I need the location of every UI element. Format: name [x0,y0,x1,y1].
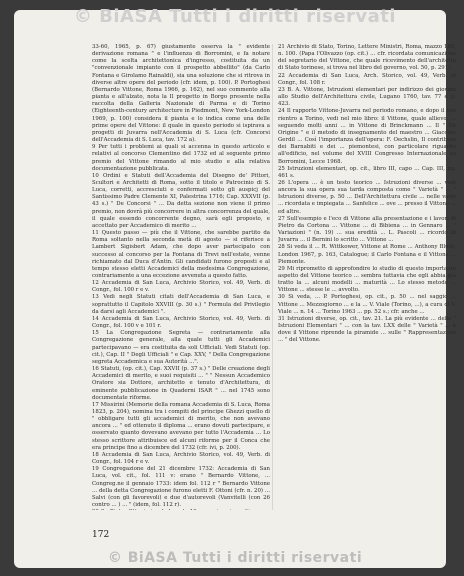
note-paragraph: 21 Archivio di Stato, Torino, Lettere Ministri, Roma, mazzo 189, n. 100. (Papa l'Olivazzo (op. cit.) ... cfr. ricordata comunicazione del segretario del Vittone, che quale ricevimento dell'architetto di Stato torinese, si trova nel libro del governo, vol. 50, p. 291). [278,44,456,72]
watermark-bottom: © BiASA Tutti i diritti riservati [107,550,363,566]
right-text-column [278,44,456,510]
note-paragraph: 19 Congregazione del 21 dicembre 1732: Accademia di San Luca, vol. cit., fol. 111 v: erano " Bernardo Vittone, ... Congreg.ne il gennaio 1733: idem fol. 112 r " Bernardo Vittone ... della detta Congregazione furono eletti F. Ottoni (cfr. n. 20) ... Salvi (con gli favorevoli) e due d'autorevoli (Vanvitelli (con 26 contro ... ) ... " (idem, fol. 112 r). [92,466,270,508]
note-paragraph: 23 B. A. Vittone, Istruzioni elementari per indirizzo dei giovani allo Studio dell'Architettura civile, Lugano 1760, tav. 77 e p. 423. [278,86,456,108]
note-paragraph: 10 Ordini e Statuti dell'Accademia del Disegno de' Pittori, Scultori e Architetti di Roma, sotto il titolo e Patrocinio di S. Luca, corretti, accresciuti e confermati sotto gli auspicj del Santissimo Padre Clemente XI, Palestrina 1716; Cap. XXXVII (p. 43 s.) " De Concorsi " ... Da detta sezione non viene il primo premio, non dovrà più concorrere in altra concorrenza del quale, il quale essendo concorrente degno, sarà egli proposto, e accettato per Accademico di merito ... [92,172,270,229]
note-paragraph: 30 Si veda, ... P. Portoghesi, op. cit., p. 50 ... nel saggio ... Vittone ... Mezzogiorno ... e la ... V. Viale (Torino, ...), a cura di V. Viale ... n. 14 ... Torino 1963 ... pp. 52 s.; cfr. anche ... [278,294,456,315]
note-paragraph: 12 Accademia di San Luca, Archivio Storico, vol. 49, Verb. di Congr., fol. 100 r e v. [92,280,270,294]
note-paragraph: 27 Sull'esempio e l'eco di Vittone alla presentazione e i lavori di Pietro da Cortona ... Vittone ... di Bibiena ... in Gennaro ... " Variazioni " (n. 19) ... sua eredità ... L. Pascoli ... ricordo di Juvarra ... il Bernini lo scritto ... Vittone ... [278,215,456,244]
note-paragraph: 22 Accademia di San Luca, Arch. Storico, vol. 49, Verb. di Congr., fol. 108 r. [278,72,456,86]
note-paragraph: 29 Mi riprometto di approfondire lo studio di questo importante aspetto del Vittone teorico ... sembra tuttavia che egli abbia già tratto la ... alcuni modelli ... maturità ... Lo stesso metodo ... Vittone ... stesse le ... avvolto. [278,265,456,294]
watermark-top: © BiASA Tutti i diritti riservati [73,6,397,27]
note-paragraph: 11 Questo passo — più che il Vittone, che sarebbe partito da Roma soltanto nella seconda metà di agosto — si riferisce a Lambert Sigisbert Adam, che dopo aver partecipato con successo al concorso per la Fontana di Trevi nell'estate, venne richiamato dal Duca d'Antin. Gli candidati furono proposti e al tempo stesso eletti Accademici della medesima Congregazione, contrariamente a una eccezione avvenuta a questo fatto. [92,230,270,279]
note-paragraph: 9 Per tutti i problemi ai quali si accenna in questo articolo e relativi al concorso Clementino del 1732 ed al seguente primo premio del Vittone rimando al mio studio e alla relativa documentazione pubblicata. [92,144,270,172]
note-paragraph: 16 Statuti, (op. cit.), Cap. XXVII (p. 37 s.) " Delle creazione degli Accademici di merito, e suoi requisiti ... " " Nessun Accademico Oratore sia Dottore, architetto e tenuto d'Architettura, di eminente pubblicazione in Quaderni ISAR " ... nel 1745 sono documentate riforme. [92,366,270,401]
column-divider [272,44,273,510]
note-paragraph: 33-60, 1965, p. 67) giustamente osserva la " evidente derivazione romana " e l'influenza di Borromini, e fa notare come la scelta architettonica d'ingresso, costituita da un "convenzionale impianto con il prospetto abbellito" (da Carlo Fontana e Girolamo Rainaldi), sia una soluzione che si ritrova in diverse altre opere del periodo (cfr. idem, p. 100). P. Portoghesi (Bernardo Vittone, Roma 1966, p. 162), nel suo commento alla pianta e all'alzato, nota la Il progetto in Borgo presente nella raccolta della Galleria Nazionale di Parma e di Torino (Eighteenth-century architecture in Piedmont, New York-London 1969, p. 100) considera il pianta e lo indica come una delle prime opere del Vittone: il quale in questo periodo si ispirava a progetti di Juvarra nell'Accademia di S. Luca (cfr. Concorsi dell'Accademia di S. Luca, tav. 172 a). [92,44,270,144]
note-paragraph: 14 Accademia di San Luca, Archivio Storico, vol. 49, Verb. di Congr., fol. 100 v e 101 r. [92,315,270,330]
note-paragraph: 15 La Congregazione Segreta — contrariamente alla Congregazione generale, alla quale tutti gli Accademici partecipavano — era costituita da soli Ufficiali. Vedi Statuti (op. cit.), Cap. II " Degli Ufficiali " e Cap. XXV, " Della Congregazione segreta Accademica e sua Autorità ...". [92,330,270,365]
note-paragraph: 26 L'opera ... è un testo teorico ... Istruzioni diverse ... vedi ancora la sua opera sua tarda composta come " Varietà " ... " Istruzioni diverse, p. 50 ... Dell'Architettura civile ... nelle varie ... ricordata e impiegata ... Sanfelice ... ove ... presso il Vittone ... ed altre. [278,179,456,215]
note-paragraph: 28 Si veda il ... R. Wittkower, Vittone at Rome ... Anthony Blunt, London 1967, p. 163, Catalogue; il Carlo Fontana e il Vittone ... Piemonte. [278,244,456,265]
note-paragraph: 18 Accademia di San Luca, Archivio Storico, vol. 49, Verb. di Congr., fol. 104 r e v. [92,451,270,466]
note-paragraph: 24 Il rapporto Vittone-Juvarra nel periodo romano, e dopo il suo rientro a Torino, vedi nel mio libro: il Vittone, quale allievo, ... seguendo molti anni ... in Vittone di Brinckmann ... Il " De Origine " e il metodo di insegnamento del maestro ... Giacomo Gerdil ... Così l'importanza dell'opera: F. Oechslin, Il contributo dei Barnabiti e dei ... piemontesi, con particolare riguardo all'edificio, nel volume del XVIII Congresso Internazionale su Borromini, Lecce 1968. [278,108,456,165]
page-number: 172 [92,530,110,540]
note-paragraph: 17 Missirini (Memorie della romana Accademia di S. Luca, Roma 1823, p. 204), nomina tra i compiti del principe Ghezzi quello di " obbligare tutti gli accademici di merito, che non avevano ancora ... " ed ottenuto il diploma ... erano dovuti partecipare, e osservato quanto dovevano avevano per tutto l'Accademia ... Lo stesso scrittore attribuisce ed alcuni riforme per il Conca che era principe fino a dicembre del 1732 (cfr. ivi, p. 200). [92,401,270,451]
note-paragraph: 25 Istruzioni elementari, op. cit., libro III, capo ... Cap. III, pp. 461 s. [278,165,456,179]
note-paragraph: 31 Istruzioni diverse, op. cit., tav. 21. La più evidente ... delle " Istruzioni Elementari " ... con la tav. LXX delle " Varietà " ... e dove il Vittone riprende la piramide ... sulle " Rappresentazioni ... " del Vittone. [278,315,456,344]
note-paragraph: 13 Vedi negli Statuti citati dell'Accademia di San Luca, e soprattutto il Capitolo XXVIII (p. 30 s.) " Formula del Privilegio da darsi agli Accademici ". [92,294,270,315]
left-text-column [92,44,270,510]
note-paragraph [92,509,270,510]
